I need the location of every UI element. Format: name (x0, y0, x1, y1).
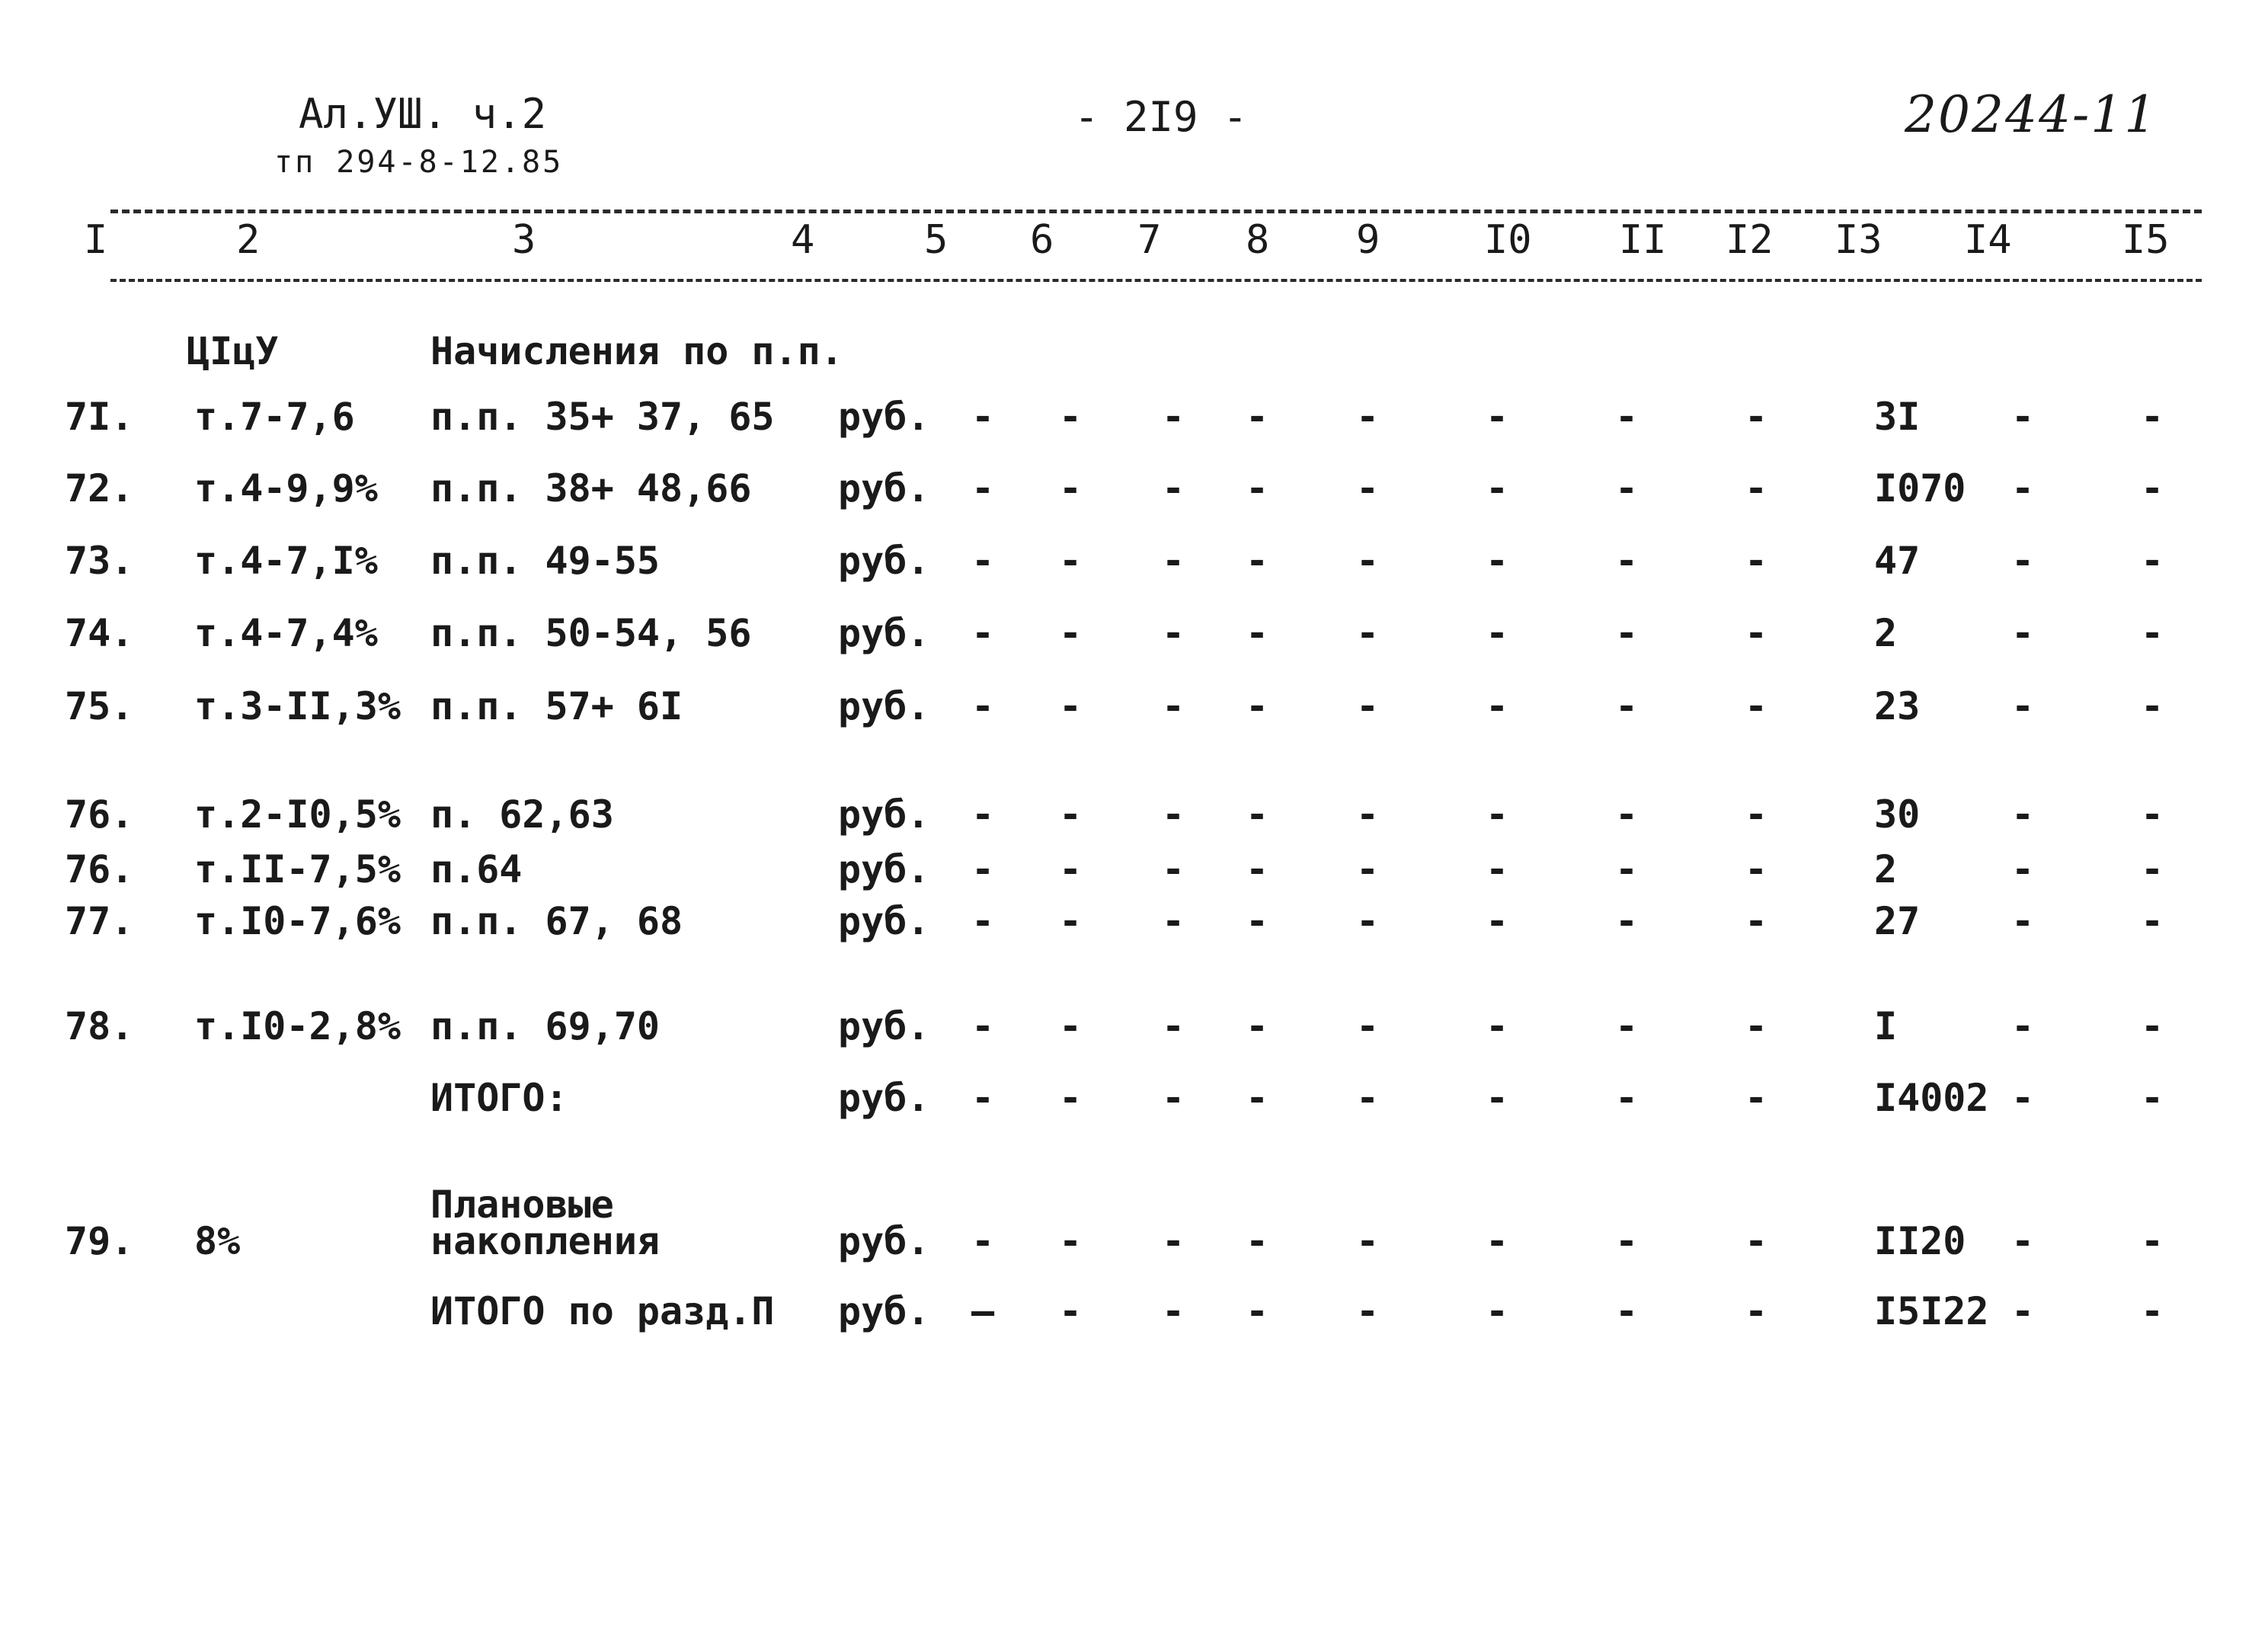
cell-col6: - (971, 539, 995, 583)
cell-col10: - (1356, 792, 1380, 837)
cell-col7: - (1059, 395, 1083, 439)
cell-col8: - (1162, 1289, 1185, 1333)
row-description: п.п. 69,70 (430, 1004, 661, 1048)
cell-col8: - (1162, 539, 1185, 583)
cell-col13: - (1745, 466, 1768, 510)
col-header-2: 2 (236, 217, 261, 263)
cell-col14-dash: - (2011, 1289, 2035, 1333)
cell-col9: - (1246, 466, 1269, 510)
cell-col6: - (971, 611, 995, 655)
row-description: п. 62,63 (430, 792, 614, 837)
cell-col15: - (2141, 611, 2164, 655)
row-code: т.7-7,6 (194, 395, 355, 439)
row-number: 77. (65, 899, 134, 943)
cell-col14-value: 2 (1874, 847, 1898, 891)
row-number: 72. (65, 466, 134, 510)
cell-col6: - (971, 466, 995, 510)
cell-col8: - (1162, 1219, 1185, 1263)
col-header-8: 8 (1246, 217, 1270, 263)
row-description: п.64 (430, 847, 523, 891)
row-number: 78. (65, 1004, 134, 1048)
cell-col12: - (1615, 395, 1639, 439)
cell-col15: - (2141, 1289, 2164, 1333)
cell-col9: - (1246, 1004, 1269, 1048)
cell-col14-value: I4002 (1874, 1076, 1989, 1120)
cell-col13: - (1745, 1289, 1768, 1333)
cell-col9: - (1246, 395, 1269, 439)
cell-col12: - (1615, 847, 1639, 891)
cell-col6: - (971, 1076, 995, 1120)
col-header-13: I3 (1835, 217, 1883, 263)
cell-col8: - (1162, 1004, 1185, 1048)
cell-col11: - (1486, 466, 1509, 510)
cell-col10: - (1356, 1289, 1380, 1333)
cell-col7: - (1059, 1004, 1083, 1048)
cell-col6: - (971, 684, 995, 728)
cell-col7: - (1059, 1289, 1083, 1333)
cell-col8: - (1162, 611, 1185, 655)
col-header-5: 5 (924, 217, 948, 263)
cell-col10: - (1356, 899, 1380, 943)
cell-col11: - (1486, 847, 1509, 891)
cell-col11: - (1486, 792, 1509, 837)
row-unit: руб. (838, 1219, 930, 1263)
col-header-11: II (1619, 217, 1667, 263)
cell-col10: - (1356, 1219, 1380, 1263)
row-unit: руб. (838, 847, 930, 891)
cell-col13: - (1745, 539, 1768, 583)
col-header-1: I (84, 217, 108, 263)
cell-col13: - (1745, 792, 1768, 837)
cell-col14-value: 47 (1874, 539, 1921, 583)
cell-col12: - (1615, 1289, 1639, 1333)
cell-col15: - (2141, 539, 2164, 583)
cell-col14-dash: - (2011, 684, 2035, 728)
cell-col7: - (1059, 847, 1083, 891)
cell-col10: - (1356, 1004, 1380, 1048)
page-number: - 2I9 - (1074, 93, 1248, 141)
doc-ref-line1: Ал.УШ. ч.2 (299, 90, 547, 138)
cell-col15: - (2141, 466, 2164, 510)
row-number: 73. (65, 539, 134, 583)
col-header-14: I4 (1964, 217, 2012, 263)
cell-col6: - (971, 395, 995, 439)
cell-col14-dash: - (2011, 792, 2035, 837)
cell-col9: - (1246, 792, 1269, 837)
cell-col7: - (1059, 899, 1083, 943)
table-header-rule (110, 279, 2202, 282)
cell-col13: - (1745, 611, 1768, 655)
col-header-10: I0 (1484, 217, 1532, 263)
cell-col14-value: 2 (1874, 611, 1898, 655)
row-unit: руб. (838, 1289, 930, 1333)
row-description-line2: накопления (430, 1219, 661, 1263)
cell-col6: — (971, 1289, 995, 1333)
cell-col15: - (2141, 847, 2164, 891)
cell-col8: - (1162, 847, 1185, 891)
cell-col12: - (1615, 466, 1639, 510)
row-description: п.п. 35+ 37, 65 (430, 395, 775, 439)
cell-col14-value: 30 (1874, 792, 1921, 837)
row-unit: руб. (838, 539, 930, 583)
cell-col15: - (2141, 395, 2164, 439)
table-top-rule (110, 210, 2202, 213)
col-header-9: 9 (1356, 217, 1380, 263)
cell-col14-value: I070 (1874, 466, 1966, 510)
cell-col14-dash: - (2011, 1219, 2035, 1263)
cell-col12: - (1615, 1076, 1639, 1120)
cell-col11: - (1486, 611, 1509, 655)
cell-col14-value: I (1874, 1004, 1898, 1048)
cell-col14-dash: - (2011, 1076, 2035, 1120)
cell-col12: - (1615, 792, 1639, 837)
cell-col12: - (1615, 611, 1639, 655)
cell-col8: - (1162, 466, 1185, 510)
cell-col9: - (1246, 1076, 1269, 1120)
row-unit: руб. (838, 792, 930, 837)
row-number: 75. (65, 684, 134, 728)
cell-col15: - (2141, 1004, 2164, 1048)
row-description: ИТОГО по разд.П (430, 1289, 775, 1333)
cell-col14-dash: - (2011, 395, 2035, 439)
cell-col14-dash: - (2011, 611, 2035, 655)
cell-col11: - (1486, 1289, 1509, 1333)
cell-col14-value: 27 (1874, 899, 1921, 943)
cell-col11: - (1486, 1076, 1509, 1120)
cell-col9: - (1246, 899, 1269, 943)
cell-col15: - (2141, 1076, 2164, 1120)
col-header-4: 4 (791, 217, 815, 263)
row-code: т.II-7,5% (194, 847, 401, 891)
row-description: п.п. 67, 68 (430, 899, 683, 943)
cell-col14-value: II20 (1874, 1219, 1966, 1263)
row-description: Плановые (430, 1183, 614, 1227)
section-title: Начисления по п.п. (430, 329, 843, 373)
row-description: п.п. 49-55 (430, 539, 661, 583)
cell-col7: - (1059, 466, 1083, 510)
cell-col12: - (1615, 684, 1639, 728)
row-code: т.I0-2,8% (194, 1004, 401, 1048)
cell-col13: - (1745, 1004, 1768, 1048)
cell-col13: - (1745, 684, 1768, 728)
col-header-12: I2 (1726, 217, 1774, 263)
cell-col12: - (1615, 899, 1639, 943)
cell-col10: - (1356, 847, 1380, 891)
cell-col15: - (2141, 1219, 2164, 1263)
cell-col11: - (1486, 1004, 1509, 1048)
cell-col9: - (1246, 1289, 1269, 1333)
row-number: 76. (65, 792, 134, 837)
col-header-7: 7 (1137, 217, 1162, 263)
cell-col8: - (1162, 395, 1185, 439)
doc-ref-line2: тп 294-8-12.85 (274, 145, 564, 180)
row-number: 76. (65, 847, 134, 891)
cell-col6: - (971, 899, 995, 943)
cell-col9: - (1246, 1219, 1269, 1263)
cell-col8: - (1162, 1076, 1185, 1120)
cell-col9: - (1246, 847, 1269, 891)
cell-col10: - (1356, 395, 1380, 439)
cell-col9: - (1246, 539, 1269, 583)
row-description: п.п. 57+ 6I (430, 684, 683, 728)
row-description: п.п. 50-54, 56 (430, 611, 752, 655)
cell-col14-value: 3I (1874, 395, 1921, 439)
cell-col11: - (1486, 395, 1509, 439)
cell-col10: - (1356, 466, 1380, 510)
cell-col14-value: 23 (1874, 684, 1921, 728)
cell-col7: - (1059, 792, 1083, 837)
doc-number-handwritten: 20244-11 (1905, 85, 2158, 144)
cell-col12: - (1615, 1004, 1639, 1048)
cell-col12: - (1615, 539, 1639, 583)
cell-col9: - (1246, 611, 1269, 655)
section-code-label: ЦIцУ (187, 329, 279, 373)
row-number: 7I. (65, 395, 134, 439)
col-header-3: 3 (512, 217, 536, 263)
cell-col12: - (1615, 1219, 1639, 1263)
cell-col13: - (1745, 395, 1768, 439)
row-description: п.п. 38+ 48,66 (430, 466, 752, 510)
cell-col13: - (1745, 1219, 1768, 1263)
cell-col11: - (1486, 899, 1509, 943)
row-unit: руб. (838, 1076, 930, 1120)
row-unit: руб. (838, 899, 930, 943)
cell-col7: - (1059, 539, 1083, 583)
col-header-15: I5 (2122, 217, 2170, 263)
row-code: т.4-7,I% (194, 539, 378, 583)
cell-col11: - (1486, 684, 1509, 728)
cell-col14-value: I5I22 (1874, 1289, 1989, 1333)
col-header-6: 6 (1030, 217, 1054, 263)
row-code: т.4-7,4% (194, 611, 378, 655)
cell-col8: - (1162, 792, 1185, 837)
row-code: т.2-I0,5% (194, 792, 401, 837)
cell-col8: - (1162, 684, 1185, 728)
cell-col10: - (1356, 539, 1380, 583)
cell-col14-dash: - (2011, 899, 2035, 943)
row-unit: руб. (838, 611, 930, 655)
row-code: т.I0-7,6% (194, 899, 401, 943)
cell-col6: - (971, 1219, 995, 1263)
cell-col11: - (1486, 539, 1509, 583)
cell-col13: - (1745, 1076, 1768, 1120)
row-code: т.4-9,9% (194, 466, 378, 510)
row-number: 74. (65, 611, 134, 655)
row-unit: руб. (838, 684, 930, 728)
cell-col14-dash: - (2011, 466, 2035, 510)
cell-col11: - (1486, 1219, 1509, 1263)
row-code: 8% (194, 1219, 241, 1263)
cell-col6: - (971, 847, 995, 891)
row-unit: руб. (838, 1004, 930, 1048)
cell-col8: - (1162, 899, 1185, 943)
cell-col13: - (1745, 847, 1768, 891)
cell-col7: - (1059, 684, 1083, 728)
cell-col6: - (971, 792, 995, 837)
row-unit: руб. (838, 395, 930, 439)
cell-col10: - (1356, 684, 1380, 728)
cell-col13: - (1745, 899, 1768, 943)
cell-col14-dash: - (2011, 847, 2035, 891)
cell-col10: - (1356, 611, 1380, 655)
cell-col7: - (1059, 1076, 1083, 1120)
cell-col14-dash: - (2011, 1004, 2035, 1048)
cell-col10: - (1356, 1076, 1380, 1120)
row-number: 79. (65, 1219, 134, 1263)
cell-col7: - (1059, 1219, 1083, 1263)
cell-col9: - (1246, 684, 1269, 728)
row-description: ИТОГО: (430, 1076, 568, 1120)
row-code: т.3-II,3% (194, 684, 401, 728)
row-unit: руб. (838, 466, 930, 510)
cell-col15: - (2141, 684, 2164, 728)
cell-col7: - (1059, 611, 1083, 655)
cell-col14-dash: - (2011, 539, 2035, 583)
cell-col15: - (2141, 792, 2164, 837)
cell-col15: - (2141, 899, 2164, 943)
cell-col6: - (971, 1004, 995, 1048)
